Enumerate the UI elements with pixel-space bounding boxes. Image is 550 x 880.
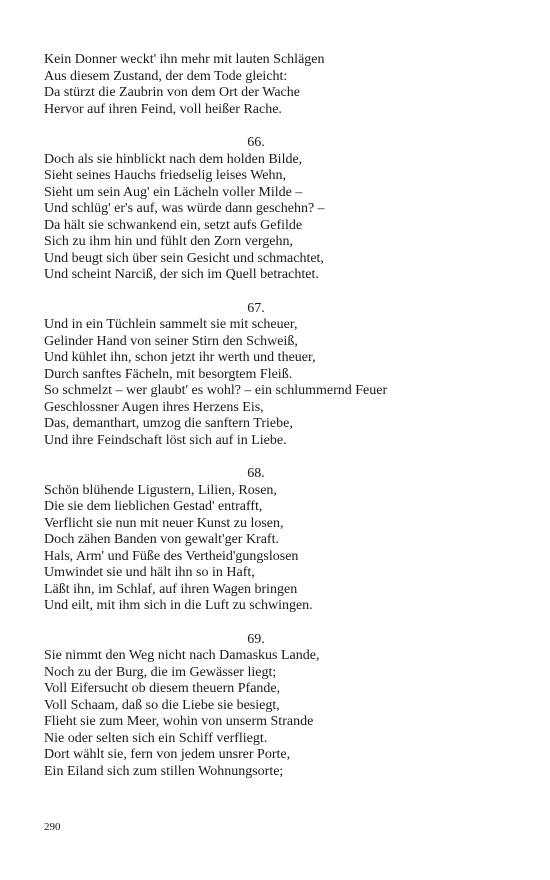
verse-line: Voll Eifersucht ob diesem theuern Pfande, bbox=[44, 681, 281, 696]
verse-line: Geschlossner Augen ihres Herzens Eis, bbox=[44, 399, 264, 415]
verse-line: Gelinder Hand von seiner Stirn den Schweiß, bbox=[44, 333, 298, 349]
verse-line: Flieht sie zum Meer, wohin von unserm Strande bbox=[44, 714, 314, 729]
verse-line: Und kühlet ihn, schon jetzt ihr werth und theuer, bbox=[44, 350, 316, 365]
verse-line: Doch zähen Banden von gewalt'ger Kraft. bbox=[44, 532, 279, 547]
verse-line: Und ihre Feindschaft löst sich auf in Liebe. bbox=[44, 432, 287, 448]
verse-line: Läßt ihn, im Schlaf, auf ihren Wagen bringen bbox=[44, 581, 298, 597]
verse-line: Kein Donner weckt' ihn mehr mit lauten Schlägen bbox=[44, 52, 325, 67]
page-number: 290 bbox=[44, 821, 61, 833]
stanza bbox=[44, 135, 514, 284]
verse-line: Da stürzt die Zaubrin von dem Ort der Wache bbox=[44, 85, 300, 100]
stanza-number: 68. bbox=[247, 466, 265, 481]
verse-line: So schmelzt – wer glaubt' es wohl? – ein schlummernd Feuer bbox=[44, 383, 388, 398]
verse-line: Hervor auf ihren Feind, voll heißer Rache. bbox=[44, 101, 282, 117]
verse-line: Hals, Arm' und Füße des Vertheid'gungslosen bbox=[44, 548, 299, 564]
verse-line: Da hält sie schwankend ein, setzt aufs Gefilde bbox=[44, 217, 303, 233]
stanza bbox=[44, 301, 514, 450]
verse-line: Die sie dem lieblichen Gestad' entrafft, bbox=[44, 499, 263, 514]
verse-line: Und in ein Tüchlein sammelt sie mit scheuer, bbox=[44, 317, 298, 332]
verse-line: Voll Schaam, daß so die Liebe sie besiegt, bbox=[44, 697, 280, 713]
verse-line: Und scheint Narciß, der sich im Quell betrachtet. bbox=[44, 267, 319, 282]
stanza-number: 66. bbox=[247, 135, 265, 150]
stanza bbox=[44, 52, 514, 118]
stanza-number: 69. bbox=[247, 631, 265, 647]
verse-line: Dort wählt sie, fern von jedem unsrer Porte, bbox=[44, 747, 291, 762]
verse-line: Schön blühende Ligustern, Lilien, Rosen, bbox=[44, 482, 277, 498]
verse-line: Sieht um sein Aug' ein Lächeln voller Milde – bbox=[44, 184, 303, 200]
stanza-number: 67. bbox=[247, 300, 265, 316]
stanza bbox=[44, 632, 514, 781]
verse-line: Sich zu ihm hin und fühlt den Zorn vergehn, bbox=[44, 234, 293, 249]
verse-line: Und schlüg' er's auf, was würde dann geschehn? – bbox=[44, 201, 325, 216]
verse-line: Verflicht sie nun mit neuer Kunst zu losen, bbox=[44, 515, 284, 531]
verse-line: Ein Eiland sich zum stillen Wohnungsorte; bbox=[44, 763, 284, 779]
verse-line: Und beugt sich über sein Gesicht und schmachtet, bbox=[44, 250, 324, 266]
verse-line: Durch sanftes Fächeln, mit besorgtem Fleiß. bbox=[44, 366, 293, 382]
verse-line: Aus diesem Zustand, der dem Tode gleicht: bbox=[44, 68, 288, 84]
poem-text bbox=[44, 52, 514, 797]
verse-line: Doch als sie hinblickt nach dem holden Bilde, bbox=[44, 151, 303, 167]
stanza bbox=[44, 466, 514, 615]
verse-line: Noch zu der Burg, die im Gewässer liegt; bbox=[44, 664, 277, 680]
verse-line: Nie oder selten sich ein Schiff verfliegt. bbox=[44, 730, 268, 746]
verse-line: Sie nimmt den Weg nicht nach Damaskus Lande, bbox=[44, 648, 320, 663]
verse-line: Sieht seines Hauchs friedselig leises Wehn, bbox=[44, 168, 287, 183]
verse-line: Das, demanthart, umzog die sanftern Triebe, bbox=[44, 416, 293, 431]
verse-line: Und eilt, mit ihm sich in die Luft zu schwingen. bbox=[44, 598, 313, 613]
verse-line: Umwindet sie und hält ihn so in Haft, bbox=[44, 565, 255, 580]
